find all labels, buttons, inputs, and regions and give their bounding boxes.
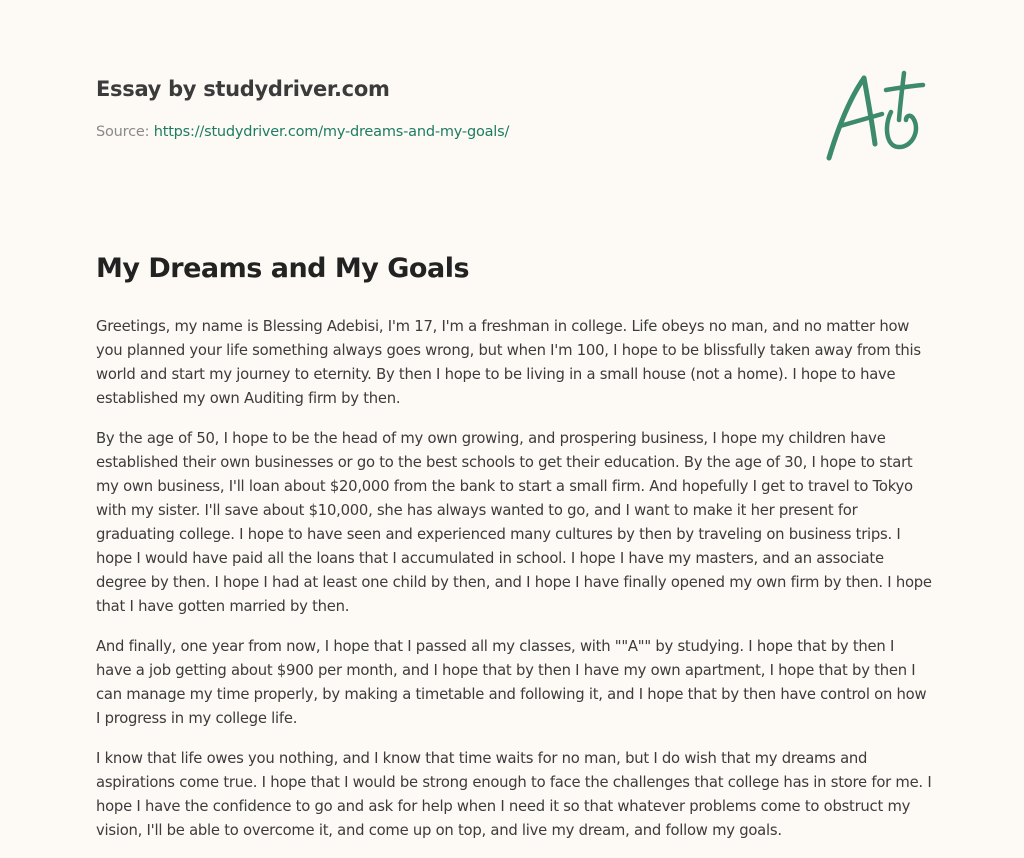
essay-body xyxy=(96,315,932,858)
essay-paragraph: By the age of 50, I hope to be the head of my own growing, and prospering business, I hope my children have established their own businesses or go to the best schools to get their education. By the age of 30, I hope to start my own business, I'll loan about $20,000 from the bank to start a small firm. And hopefully I get to travel to Tokyo with my sister. I'll save about $10,000, she has always wanted to go, and I want to make it her present for graduating college. I hope to have seen and experienced many cultures by then by traveling on business trips. I hope I would have paid all the loans that I accumulated in school. I hope I have my masters, and an associate degree by then. I hope I had at least one child by then, and I hope I have finally opened my own firm by then. I hope that I have gotten married by then. xyxy=(96,430,932,615)
a-plus-grade-icon xyxy=(820,66,930,166)
essay-paragraph: I know that life owes you nothing, and I know that time waits for no man, but I do wish that my dreams and aspirations come true. I hope that I would be strong enough to face the challenges that college has in store for me. I hope I have the confidence to go and ask for help when I need it so that whatever problems come to obstruct my vision, I'll be able to overcome it, and come up on top, and live my dream, and follow my goals. xyxy=(96,750,932,839)
essay-title: My Dreams and My Goals xyxy=(96,253,470,284)
essay-paragraph: And finally, one year from now, I hope that I passed all my classes, with ""A"" by studying. I hope that by then I have a job getting about $900 per month, and I hope that by then I have my own apartment, I hope that by then I can manage my time properly, by making a timetable and following it, and I hope that by then have control on how I progress in my college life. xyxy=(96,638,927,727)
source-label: Source: xyxy=(96,124,150,140)
source-link[interactable]: https://studydriver.com/my-dreams-and-my-goals/ xyxy=(153,124,510,140)
essay-paragraph: Greetings, my name is Blessing Adebisi, I'm 17, I'm a freshman in college. Life obeys no man, and no matter how you planned your life something always goes wrong, but when I'm 100, I hope to be blissfully taken away from this world and start my journey to eternity. By then I hope to be living in a small house (not a home). I hope to have established my own Auditing firm by then. xyxy=(96,318,921,407)
site-brand: Essay by studydriver.com xyxy=(96,77,390,101)
source-line xyxy=(96,124,509,140)
